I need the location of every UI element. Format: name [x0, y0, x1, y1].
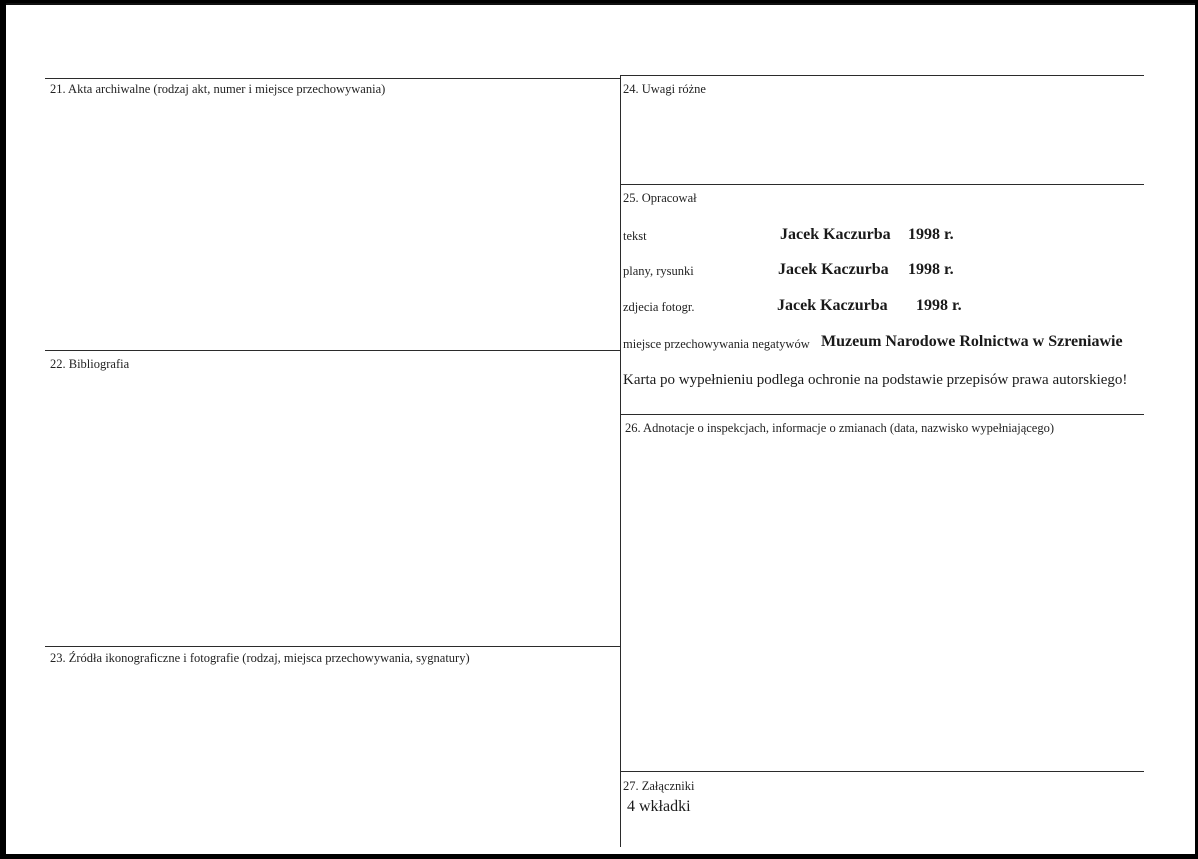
tekst-author: Jacek Kaczurba	[780, 226, 891, 243]
record-card	[6, 3, 1195, 854]
section-25-title: 25. Opracował	[623, 191, 697, 205]
rule-section-26	[620, 414, 1144, 415]
rule-section-22	[45, 350, 620, 351]
rule-top-left	[45, 78, 620, 79]
section-21-title: 21. Akta archiwalne (rodzaj akt, numer i miejsce przechowywania)	[50, 82, 386, 96]
rule-section-23	[45, 646, 620, 647]
negatywy-label: miejsce przechowywania negatywów	[623, 337, 810, 351]
column-divider	[620, 75, 621, 847]
section-24-title: 24. Uwagi różne	[623, 82, 706, 96]
section-27-title: 27. Załączniki	[623, 779, 695, 793]
section-26-title: 26. Adnotacje o inspekcjach, informacje o zmianach (data, nazwisko wypełniającego)	[625, 421, 1054, 435]
rule-top-right	[620, 75, 1144, 76]
zdjecia-author: Jacek Kaczurba	[777, 297, 888, 314]
plany-year: 1998 r.	[908, 261, 954, 278]
section-23-title: 23. Źródła ikonograficzne i fotografie (rodzaj, miejsca przechowywania, sygnatury)	[50, 651, 470, 665]
zdjecia-year: 1998 r.	[916, 297, 962, 314]
attachments-value: 4 wkładki	[627, 798, 691, 815]
zdjecia-label: zdjecia fotogr.	[623, 300, 695, 314]
rule-section-27	[620, 771, 1144, 772]
rule-section-25	[620, 184, 1144, 185]
plany-label: plany, rysunki	[623, 264, 694, 278]
tekst-year: 1998 r.	[908, 226, 954, 243]
copyright-note: Karta po wypełnieniu podlega ochronie na podstawie przepisów prawa autorskiego!	[623, 372, 1128, 388]
negatywy-location: Muzeum Narodowe Rolnictwa w Szreniawie	[821, 333, 1123, 350]
tekst-label: tekst	[623, 229, 647, 243]
section-22-title: 22. Bibliografia	[50, 357, 130, 371]
plany-author: Jacek Kaczurba	[778, 261, 889, 278]
